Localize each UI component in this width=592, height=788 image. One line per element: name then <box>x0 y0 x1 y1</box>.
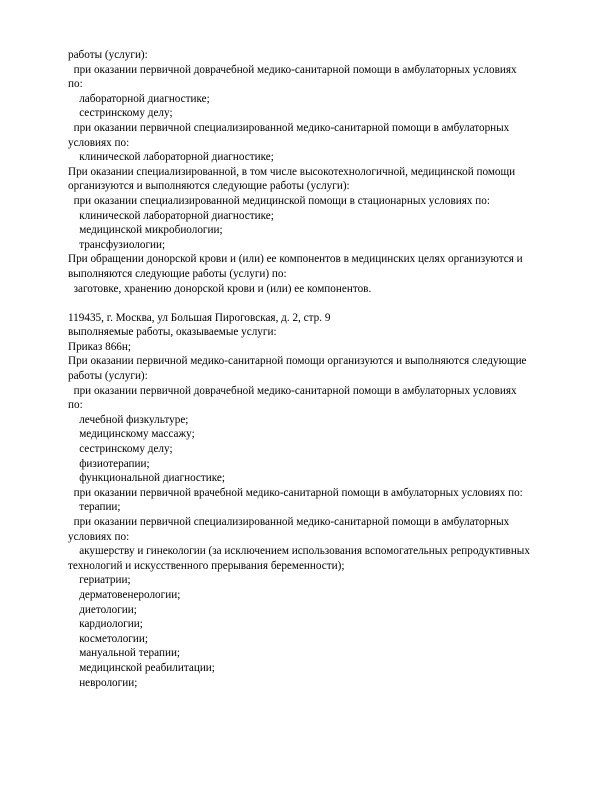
text-line: работы (услуги): <box>68 370 148 383</box>
text-line: мануальной терапии; <box>68 647 181 660</box>
text-line: лабораторной диагностике; <box>68 92 210 105</box>
text-line: физиотерапии; <box>68 457 150 470</box>
text-line: неврологии; <box>68 676 138 689</box>
text-line: 119435, г. Москва, ул Большая Пироговская, д. 2, стр. 9 <box>68 311 331 324</box>
text-line: косметологии; <box>68 632 148 645</box>
text-line: медицинской микробиологии; <box>68 224 223 237</box>
text-line: условиях по: <box>68 530 130 543</box>
text-line: медицинскому массажу; <box>68 428 195 441</box>
text-line: терапии; <box>68 501 121 514</box>
text-line: технологий и искусственного прерывания беременности); <box>68 559 345 572</box>
text-line: дерматовенерологии; <box>68 588 181 601</box>
text-line: диетологии; <box>68 603 137 616</box>
license-works-section-2 <box>68 311 568 690</box>
text-line: при оказании первичной специализированной медико-санитарной помощи в амбулаторных <box>68 121 510 134</box>
text-line: При обращении донорской крови и (или) ее компонентов в медицинских целях организуются и <box>68 253 523 266</box>
text-line: лечебной физкультуре; <box>68 413 189 426</box>
text-line: при оказании первичной доврачебной медико-санитарной помощи в амбулаторных условиях <box>68 63 517 76</box>
text-line: условиях по: <box>68 136 130 149</box>
text-line: При оказании первичной медико-санитарной помощи организуются и выполняются следующие <box>68 355 527 368</box>
text-line: при оказании первичной специализированной медико-санитарной помощи в амбулаторных <box>68 516 510 528</box>
text-line: кардиологии; <box>68 618 143 631</box>
paragraph-gap <box>68 296 568 311</box>
text-line: сестринскому делу; <box>68 107 173 120</box>
document-body <box>68 48 568 690</box>
text-line: медицинской реабилитации; <box>68 661 215 674</box>
license-works-section-1 <box>68 48 568 296</box>
text-line: клинической лабораторной диагностике; <box>68 209 274 222</box>
text-line: по: <box>68 399 83 412</box>
text-line: клинической лабораторной диагностике; <box>68 151 274 164</box>
text-line: при оказании первичной врачебной медико-санитарной помощи в амбулаторных условиях по: <box>68 486 523 499</box>
text-line: заготовке, хранению донорской крови и (или) ее компонентов. <box>68 282 372 295</box>
text-line: функциональной диагностике; <box>68 472 226 485</box>
text-line: гериатрии; <box>68 574 131 587</box>
text-line: при оказании специализированной медицинской помощи в стационарных условиях по: <box>68 194 490 207</box>
text-line: организуются и выполняются следующие работы (услуги): <box>68 180 350 193</box>
text-line: акушерству и гинекологии (за исключением использования вспомогательных репродуктивных <box>68 545 530 558</box>
text-line: при оказании первичной доврачебной медико-санитарной помощи в амбулаторных условиях <box>68 384 517 397</box>
text-line: выполняемые работы, оказываемые услуги: <box>68 326 277 339</box>
text-line: работы (услуги): <box>68 49 148 61</box>
text-line: Приказ 866н; <box>68 340 131 353</box>
text-line: трансфузиологии; <box>68 238 166 251</box>
text-line: выполняются следующие работы (услуги) по: <box>68 267 287 280</box>
text-line: сестринскому делу; <box>68 443 173 456</box>
text-line: по: <box>68 78 83 91</box>
text-line: При оказании специализированной, в том числе высокотехнологичной, медицинской помощи <box>68 165 516 178</box>
